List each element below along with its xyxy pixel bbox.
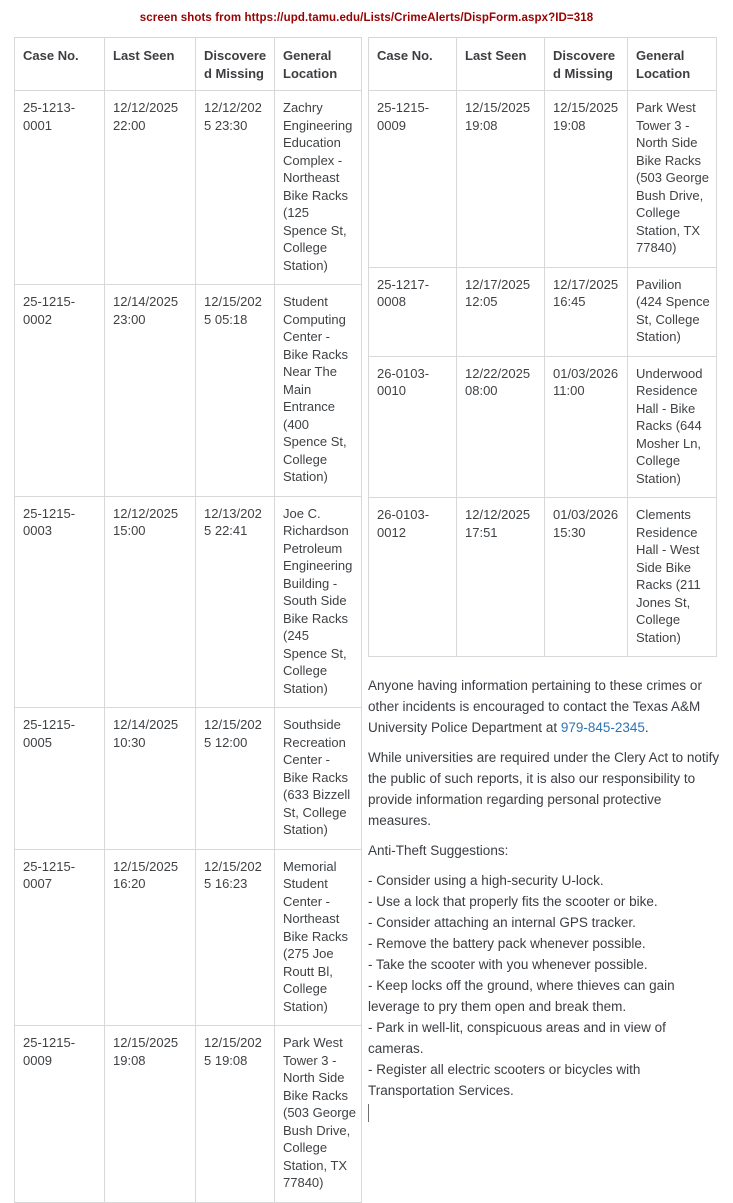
- cell-case-no: 25-1215-0005: [15, 708, 105, 850]
- cell-last-seen: 12/12/2025 15:00: [105, 496, 196, 708]
- contact-text-after: .: [644, 720, 649, 735]
- cell-case-no: 26-0103-0010: [369, 356, 457, 498]
- cell-case-no: 25-1215-0009: [15, 1026, 105, 1203]
- table-row: [369, 498, 717, 657]
- cell-general-location: Pavilion (424 Spence St, College Station): [628, 267, 717, 356]
- cell-discovered-missing: 12/12/2025 23:30: [196, 91, 275, 285]
- phone-link[interactable]: 979-845-2345: [560, 720, 645, 735]
- cell-case-no: 25-1215-0003: [15, 496, 105, 708]
- table-row: [15, 285, 362, 497]
- cell-discovered-missing: 12/15/2025 16:23: [196, 849, 275, 1026]
- suggestions-list: [368, 870, 720, 1101]
- table-row: [369, 267, 717, 356]
- cell-general-location: Park West Tower 3 - North Side Bike Racks (503 George Bush Drive, College Station, TX 77840): [628, 91, 717, 268]
- cell-general-location: Southside Recreation Center - Bike Racks (633 Bizzell St, College Station): [275, 708, 362, 850]
- table-row: [15, 496, 362, 708]
- cell-last-seen: 12/14/2025 23:00: [105, 285, 196, 497]
- clery-paragraph: While universities are required under the Clery Act to notify the public of such reports, it is also our responsibility to provide information regarding personal protective measures.: [368, 750, 720, 828]
- cell-last-seen: 12/22/2025 08:00: [457, 356, 545, 498]
- cell-discovered-missing: 01/03/2026 11:00: [545, 356, 628, 498]
- cell-discovered-missing: 12/15/2025 12:00: [196, 708, 275, 850]
- cell-last-seen: 12/15/2025 19:08: [105, 1026, 196, 1203]
- suggestion-item: - Take the scooter with you whenever possible.: [368, 957, 648, 972]
- cell-case-no: 25-1217-0008: [369, 267, 457, 356]
- crime-alerts-table-left: [14, 37, 362, 1203]
- column-header: General Location: [628, 38, 717, 91]
- table-row: [15, 708, 362, 850]
- cell-general-location: Student Computing Center - Bike Racks Near The Main Entrance (400 Spence St, College Station): [275, 285, 362, 497]
- suggestion-item: - Park in well-lit, conspicuous areas and in view of cameras.: [368, 1020, 666, 1056]
- suggestion-item: - Remove the battery pack whenever possible.: [368, 936, 646, 951]
- suggestion-item: - Keep locks off the ground, where thieves can gain leverage to pry them open and break them.: [368, 978, 675, 1014]
- column-header: Discovered Missing: [196, 38, 275, 91]
- cell-general-location: Memorial Student Center - Northeast Bike Racks (275 Joe Routt Bl, College Station): [275, 849, 362, 1026]
- table-row: [369, 356, 717, 498]
- cell-case-no: 26-0103-0012: [369, 498, 457, 657]
- cell-case-no: 25-1215-0009: [369, 91, 457, 268]
- contact-paragraph: [368, 675, 720, 738]
- table-row: [369, 91, 717, 268]
- column-header: Last Seen: [105, 38, 196, 91]
- cell-general-location: Joe C. Richardson Petroleum Engineering Building - South Side Bike Racks (245 Spence St, College Station): [275, 496, 362, 708]
- cell-case-no: 25-1213-0001: [15, 91, 105, 285]
- cell-discovered-missing: 12/15/2025 05:18: [196, 285, 275, 497]
- text-cursor: [368, 1104, 369, 1122]
- header-row: [15, 38, 362, 91]
- cell-case-no: 25-1215-0007: [15, 849, 105, 1026]
- cell-discovered-missing: 01/03/2026 15:30: [545, 498, 628, 657]
- table-row: [15, 91, 362, 285]
- tables-region: [14, 37, 719, 1203]
- table-row: [15, 849, 362, 1026]
- cell-last-seen: 12/14/2025 10:30: [105, 708, 196, 850]
- cell-discovered-missing: 12/13/2025 22:41: [196, 496, 275, 708]
- table-row: [15, 1026, 362, 1203]
- cell-last-seen: 12/12/2025 22:00: [105, 91, 196, 285]
- cell-last-seen: 12/15/2025 16:20: [105, 849, 196, 1026]
- column-header: Case No.: [369, 38, 457, 91]
- suggestion-item: - Use a lock that properly fits the scooter or bike.: [368, 894, 658, 909]
- suggestion-item: - Register all electric scooters or bicycles with Transportation Services.: [368, 1062, 641, 1098]
- cell-last-seen: 12/12/2025 17:51: [457, 498, 545, 657]
- cell-general-location: Clements Residence Hall - West Side Bike Racks (211 Jones St, College Station): [628, 498, 717, 657]
- column-header: Last Seen: [457, 38, 545, 91]
- cell-case-no: 25-1215-0002: [15, 285, 105, 497]
- info-text-block: [368, 675, 720, 1122]
- cell-discovered-missing: 12/17/2025 16:45: [545, 267, 628, 356]
- header-row: [369, 38, 717, 91]
- cell-discovered-missing: 12/15/2025 19:08: [545, 91, 628, 268]
- suggestions-heading: Anti-Theft Suggestions:: [368, 843, 509, 858]
- suggestion-item: - Consider using a high-security U-lock.: [368, 873, 604, 888]
- suggestion-item: - Consider attaching an internal GPS tracker.: [368, 915, 636, 930]
- crime-alerts-table-right: [368, 37, 717, 657]
- column-header: Case No.: [15, 38, 105, 91]
- cell-general-location: Zachry Engineering Education Complex - Northeast Bike Racks (125 Spence St, College Station): [275, 91, 362, 285]
- document-page: [0, 12, 733, 1203]
- page-title: screen shots from https://upd.tamu.edu/Lists/CrimeAlerts/DispForm.aspx?ID=318: [139, 12, 594, 24]
- cell-general-location: Park West Tower 3 - North Side Bike Racks (503 George Bush Drive, College Station, TX 77840): [275, 1026, 362, 1203]
- column-header: General Location: [275, 38, 362, 91]
- cell-general-location: Underwood Residence Hall - Bike Racks (644 Mosher Ln, College Station): [628, 356, 717, 498]
- cell-discovered-missing: 12/15/2025 19:08: [196, 1026, 275, 1203]
- right-column: [368, 37, 720, 1122]
- column-header: Discovered Missing: [545, 38, 628, 91]
- left-column: [14, 37, 361, 1203]
- contact-text-before: Anyone having information pertaining to these crimes or other incidents is encouraged to contact the Texas A&M University Police Department at: [368, 678, 702, 735]
- cell-last-seen: 12/15/2025 19:08: [457, 91, 545, 268]
- cell-last-seen: 12/17/2025 12:05: [457, 267, 545, 356]
